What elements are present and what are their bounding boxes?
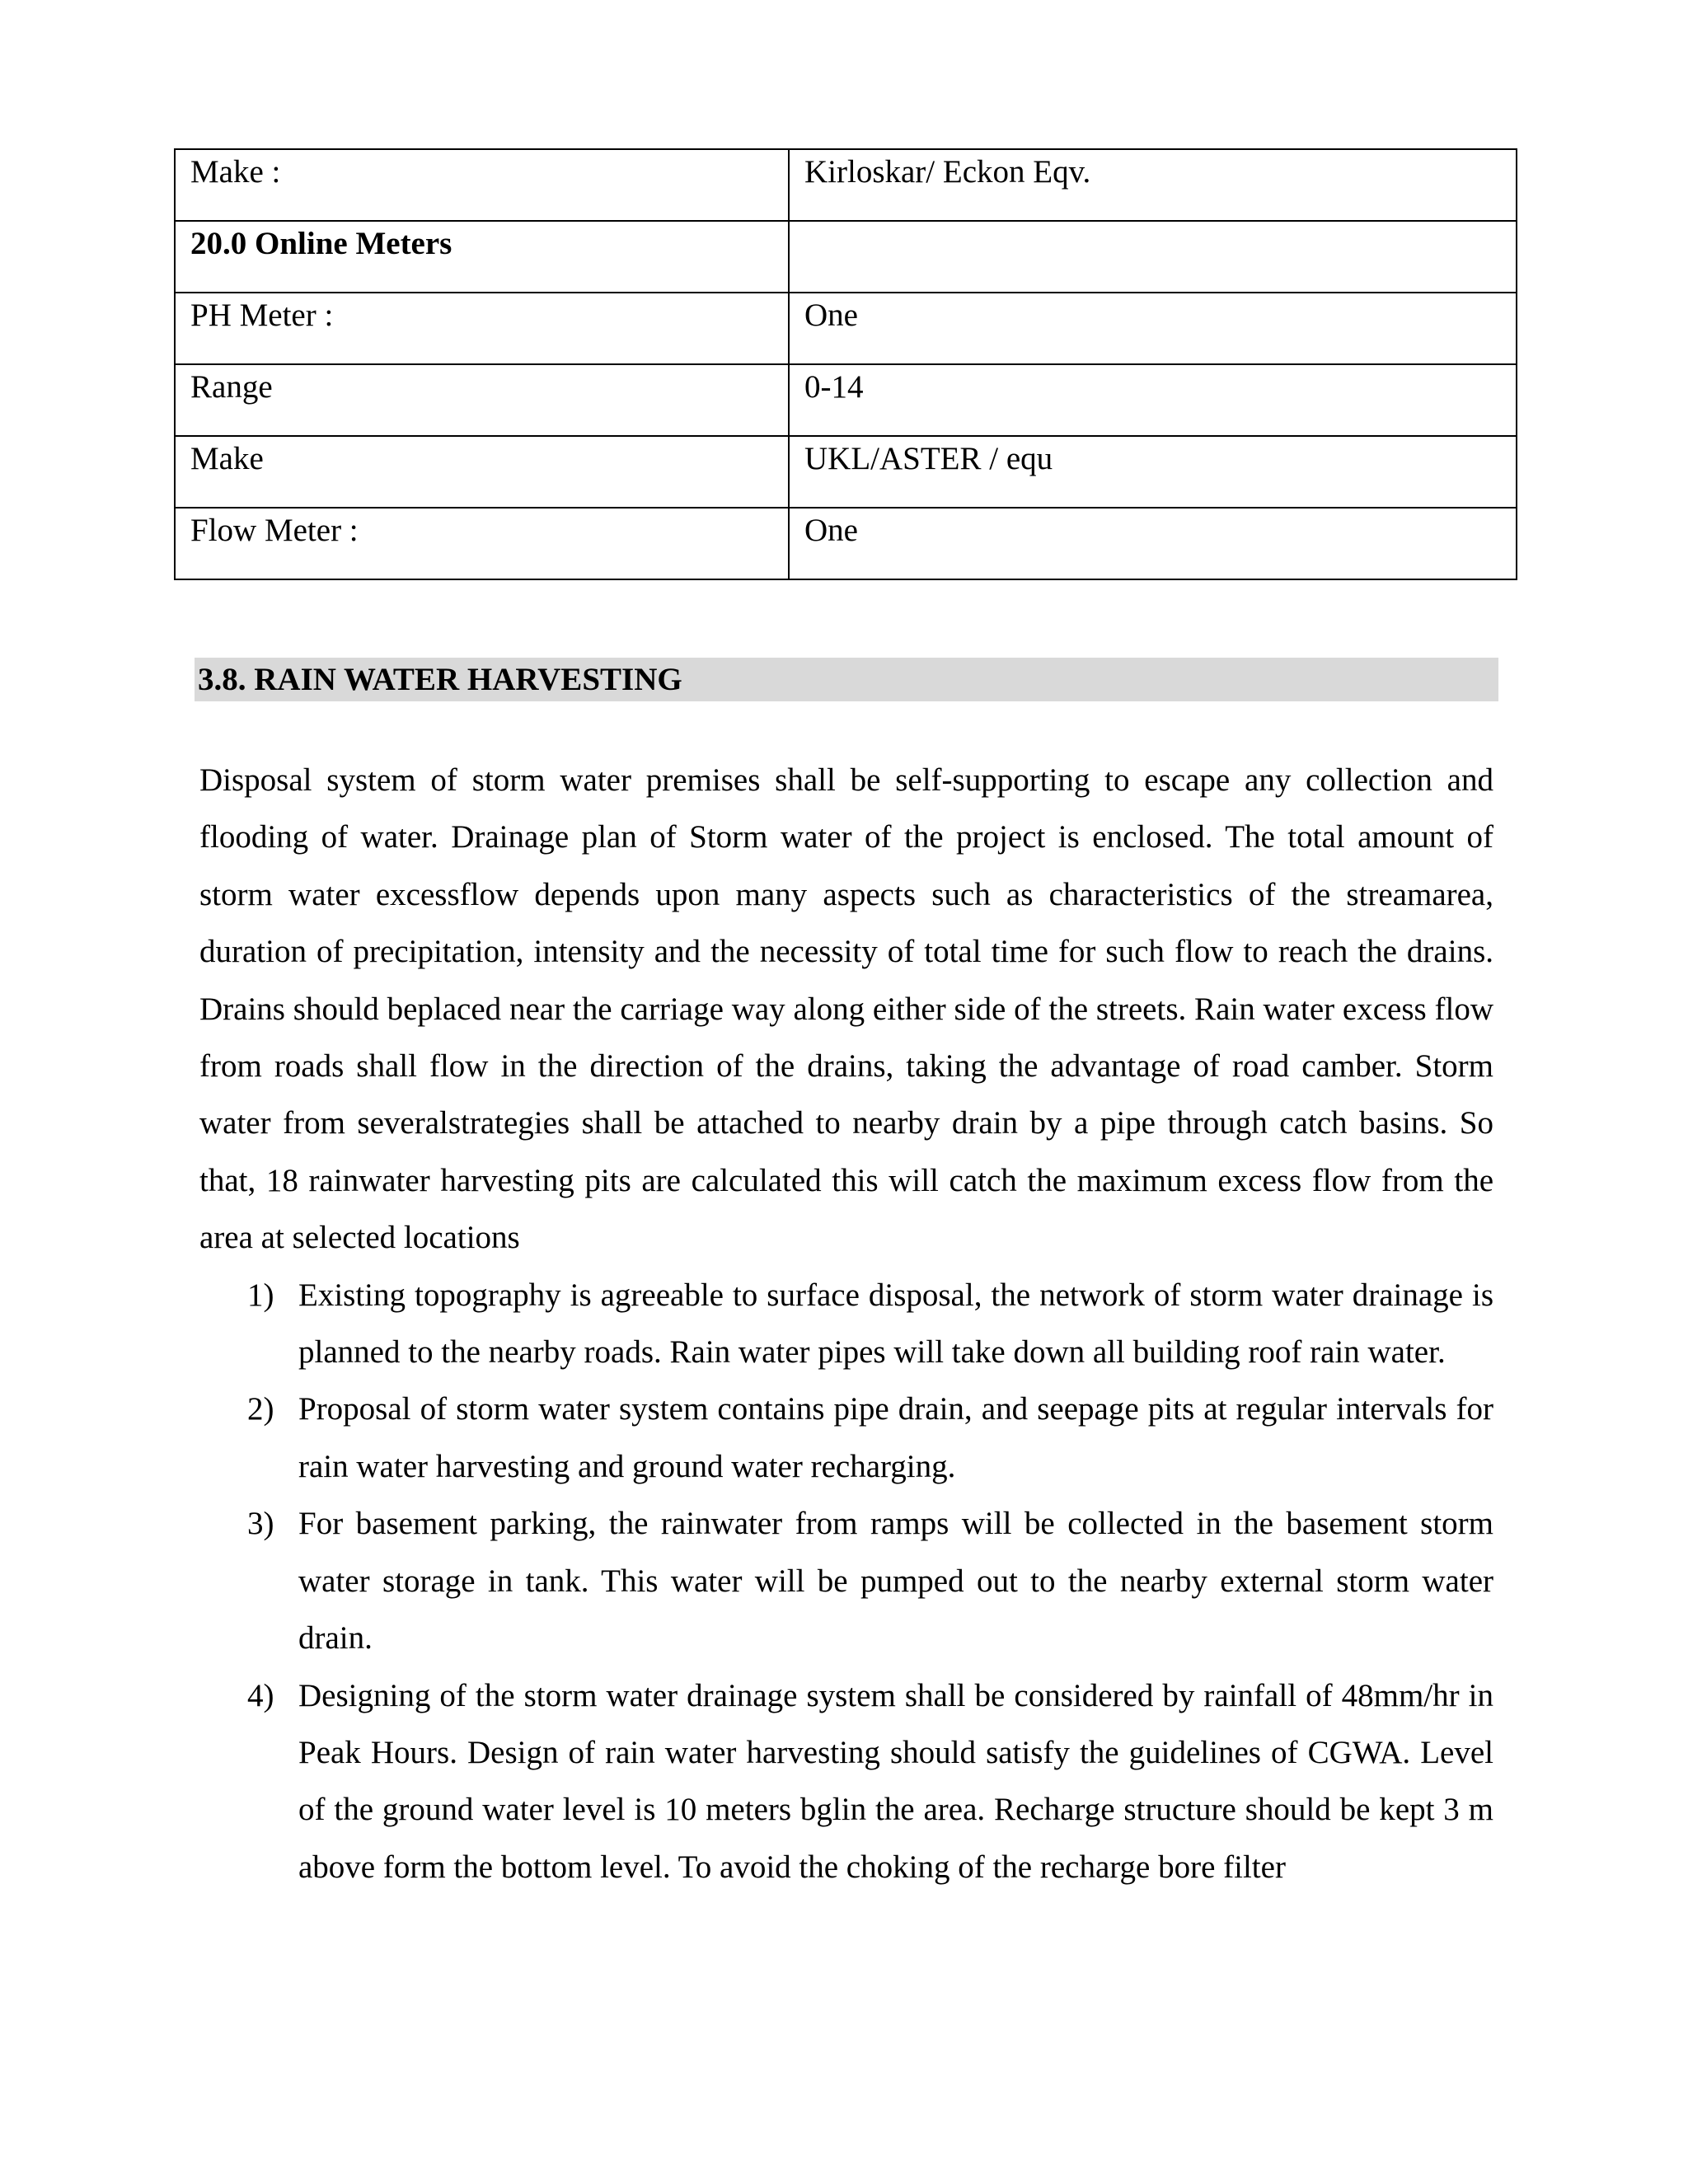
table-row (175, 221, 1517, 293)
body-paragraph: Disposal system of storm water premises shall be self-supporting to escape any collection and flooding of water. Drainage plan of Storm water of the project is enclosed. The total amount of storm water excessflow depends upon many aspects such as characteristics of the streamarea, duration of precipitation, intensity and the necessity of total time for such flow to reach the drains. Drains should beplaced near the carriage way along either side of the streets. Rain water excess flow from roads shall flow in the direction of the drains, taking the advantage of road camber. Storm water from severalstrategies shall be attached to nearby drain by a pipe through catch basins. So that, 18 rainwater harvesting pits are calculated this will catch the maximum excess flow from the area at selected locations (199, 762, 1493, 1256)
table-cell-label: Make (175, 436, 789, 508)
list-item-number: 4) (247, 1677, 274, 1713)
table-row (175, 508, 1517, 579)
table-row (175, 364, 1517, 436)
list-item-text: Existing topography is agreeable to surface disposal, the network of storm water drainage is planned to the nearby roads. Rain water pipes will take down all building roof rain water. (298, 1277, 1493, 1371)
numbered-list (199, 1267, 1493, 1896)
table-row (175, 149, 1517, 221)
list-item-text: Designing of the storm water drainage system shall be considered by rainfall of 48mm/hr in Peak Hours. Design of rain water harvesting should satisfy the guidelines of CGWA. Level of the ground water level is 10 meters bglin the area. Recharge structure should be kept 3 m above form the bottom level. To avoid the choking of the recharge bore filter (298, 1677, 1493, 1885)
section-body (199, 752, 1493, 1896)
table-cell-value (789, 221, 1517, 293)
table-cell-label: PH Meter : (175, 293, 789, 364)
table-cell-value: 0-14 (789, 364, 1517, 436)
list-item-number: 1) (247, 1277, 274, 1313)
table-cell-value: One (789, 508, 1517, 579)
list-item (199, 1495, 1493, 1666)
specifications-table (174, 148, 1517, 580)
table-cell-label: Flow Meter : (175, 508, 789, 579)
list-item-number: 3) (247, 1506, 274, 1542)
table-cell-label: Range (175, 364, 789, 436)
table-cell-value: Kirloskar/ Eckon Eqv. (789, 149, 1517, 221)
table-subheading: 20.0 Online Meters (175, 221, 789, 293)
list-item-text: Proposal of storm water system contains pipe drain, and seepage pits at regular intervals for rain water harvesting and ground water recharging. (298, 1391, 1493, 1484)
table-row (175, 293, 1517, 364)
section-heading: 3.8. RAIN WATER HARVESTING (195, 658, 1498, 701)
list-item (199, 1667, 1493, 1896)
table-cell-value: One (789, 293, 1517, 364)
list-item (199, 1267, 1493, 1381)
table-cell-value: UKL/ASTER / equ (789, 436, 1517, 508)
table-row (175, 436, 1517, 508)
table-cell-label: Make : (175, 149, 789, 221)
list-item-text: For basement parking, the rainwater from ramps will be collected in the basement storm water storage in tank. This water will be pumped out to the nearby external storm water drain. (298, 1506, 1493, 1657)
list-item (199, 1380, 1493, 1495)
list-item-number: 2) (247, 1391, 274, 1427)
